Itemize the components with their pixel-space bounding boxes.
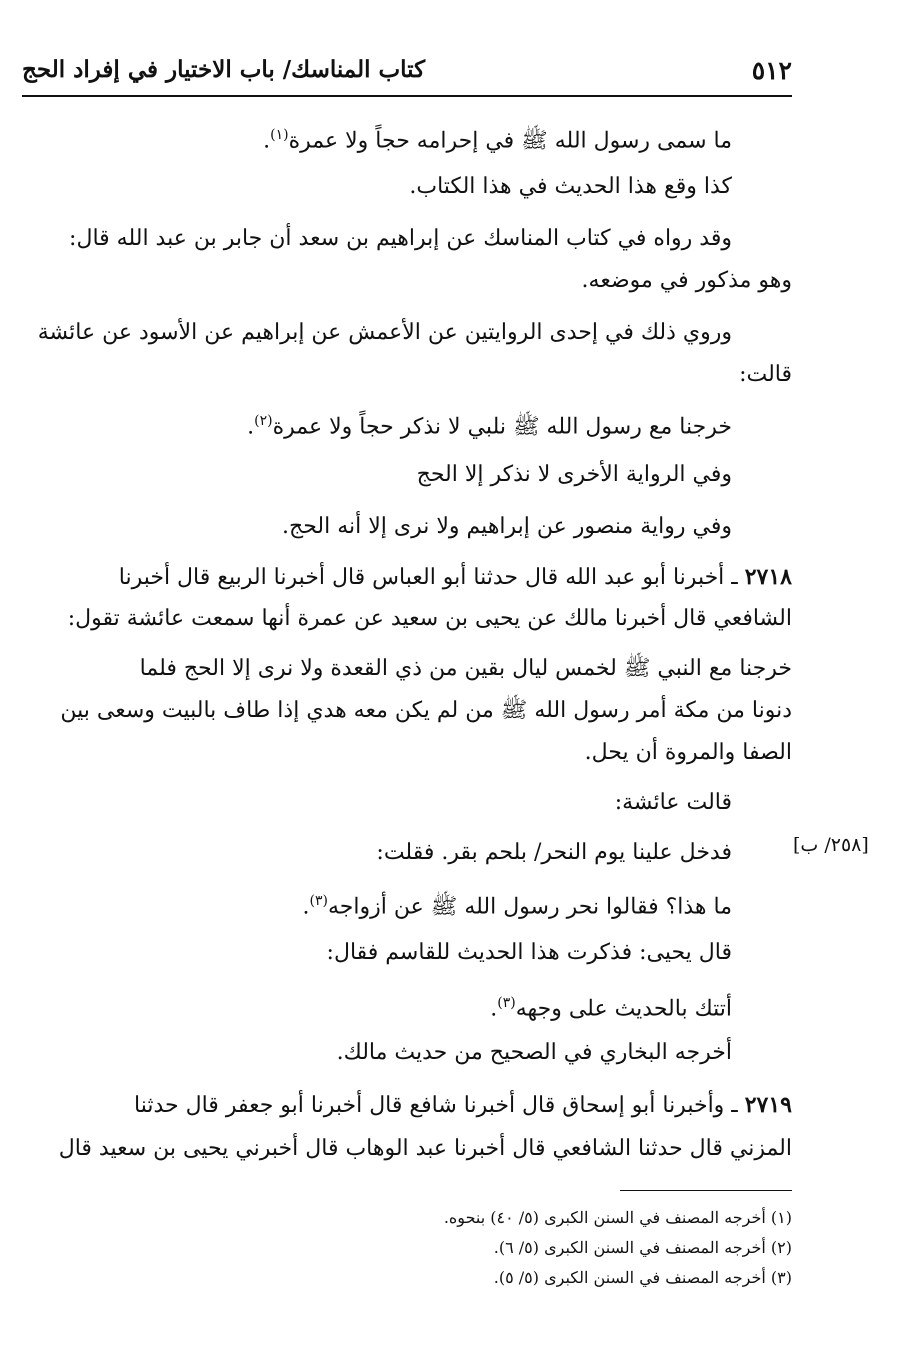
text-line: أخرجه البخاري في الصحيح من حديث مالك. xyxy=(336,1040,732,1065)
footnote-ref: (٣) xyxy=(309,893,329,909)
text-line: الصفا والمروة أن يحل. xyxy=(584,740,792,765)
footnote-ref: (١) xyxy=(270,127,289,143)
running-title: كتاب المناسك/ باب الاختيار في إفراد الحج xyxy=(22,56,426,83)
margin-folio-note: [٢٥٨/ ب] xyxy=(793,834,869,856)
text-line: وفي الرواية الأخرى لا نذكر إلا الحج xyxy=(416,462,732,487)
text-line: قالت: xyxy=(739,362,792,387)
text-line: كذا وقع هذا الحديث في هذا الكتاب. xyxy=(409,174,732,199)
footnote-ref: (٢) xyxy=(254,413,273,429)
text-line: دنونا من مكة أمر رسول الله ﷺ من لم يكن معه هدي إذا طاف بالبيت وسعى بين xyxy=(60,698,792,723)
footnote: (٣) أخرجه المصنف في السنن الكبرى (٥/ ٥). xyxy=(493,1268,792,1287)
text-line: ما سمى رسول الله ﷺ في إحرامه حجاً ولا عمرة$^{(١)}$. xyxy=(263,127,732,154)
footnote: (١) أخرجه المصنف في السنن الكبرى (٥/ ٤٠) بنحوه. xyxy=(443,1208,792,1227)
text-line: المزني قال حدثنا الشافعي قال أخبرنا عبد الوهاب قال أخبرني يحيى بن سعيد قال xyxy=(58,1136,792,1161)
text-line: قال يحيى: فذكرت هذا الحديث للقاسم فقال: xyxy=(326,940,732,965)
text-line: أتتك بالحديث على وجهه$^{(٣)}$. xyxy=(490,995,732,1022)
text-line: وروي ذلك في إحدى الروايتين عن الأعمش عن إبراهيم عن الأسود عن عائشة xyxy=(37,320,732,345)
text-line: وفي رواية منصور عن إبراهيم ولا نرى إلا أنه الحج. xyxy=(282,514,732,539)
text-line: ٢٧١٩ ـ وأخبرنا أبو إسحاق قال أخبرنا شافع قال أخبرنا أبو جعفر قال حدثنا xyxy=(134,1092,792,1118)
text-line: خرجنا مع النبي ﷺ لخمس ليال بقين من ذي القعدة ولا نرى إلا الحج فلما xyxy=(139,656,792,681)
footnote-rule xyxy=(620,1190,792,1191)
page-number: ٥١٢ xyxy=(751,56,792,85)
hadith-number: ٢٧١٩ xyxy=(744,1092,792,1118)
header-rule xyxy=(22,95,792,97)
footnote: (٢) أخرجه المصنف في السنن الكبرى (٥/ ٦). xyxy=(493,1238,792,1257)
text-line: فدخل علينا يوم النحر/ بلحم بقر. فقلت: xyxy=(376,840,732,865)
text-line: الشافعي قال أخبرنا مالك عن يحيى بن سعيد عن عمرة أنها سمعت عائشة تقول: xyxy=(67,606,792,631)
text-line: وهو مذكور في موضعه. xyxy=(581,268,792,293)
text-line: ٢٧١٨ ـ أخبرنا أبو عبد الله قال حدثنا أبو العباس قال أخبرنا الربيع قال أخبرنا xyxy=(118,564,792,590)
text-line: قالت عائشة: xyxy=(614,790,732,815)
text-line: خرجنا مع رسول الله ﷺ نلبي لا نذكر حجاً ولا عمرة$^{(٢)}$. xyxy=(247,413,732,440)
text-line: ما هذا؟ فقالوا نحر رسول الله ﷺ عن أزواجه$^{(٣)}$. xyxy=(302,893,732,920)
footnote-ref: (٣) xyxy=(497,995,516,1011)
page-header xyxy=(22,52,792,96)
hadith-number: ٢٧١٨ xyxy=(744,564,792,590)
text-line: وقد رواه في كتاب المناسك عن إبراهيم بن سعد أن جابر بن عبد الله قال: xyxy=(69,226,732,251)
